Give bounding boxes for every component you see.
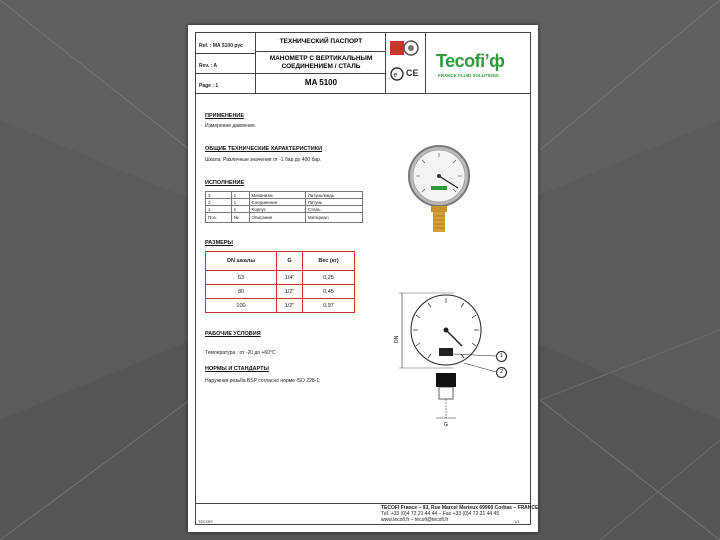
table-row: 3 1 Механизм Латунь/медь: [206, 192, 363, 199]
document-header: [196, 33, 530, 94]
footer-left-code: TECOFI: [198, 519, 213, 524]
gauge-photo: [404, 138, 474, 248]
header-title-cell: [256, 33, 386, 93]
table-header-row: DN шкалы G Вес (кг): [206, 252, 355, 271]
table-row: 63 1/4" 0,25: [206, 271, 355, 285]
tecofi-logo: Tecofi’ф: [436, 51, 505, 71]
product-title-line1: МАНОМЕТР С ВЕРТИКАЛЬНЫМ: [269, 55, 373, 62]
header-ref-cell: [196, 33, 256, 93]
application-text: Измерение давления.: [205, 123, 256, 129]
callout-2: 2: [496, 367, 507, 378]
general-text: Шкала: Различные значения от -1 бар до 400 бар.: [205, 157, 322, 163]
footer-address: TECOFI France – 93, Rue Marcel Merieux 69960 Corbas – FRANCE: [381, 505, 539, 511]
table-row: 2 1 Соединение Латунь: [206, 199, 363, 206]
work-conditions-heading: РАБОЧИЕ УСЛОВИЯ: [205, 331, 261, 337]
brand-tagline: FRANCE FLUID SOLUTIONS: [438, 73, 499, 78]
footer-web: www.tecofi.fr – tecofi@tecofi.fr: [381, 517, 449, 523]
technical-drawing: [394, 288, 514, 438]
certification-logo-icon: [390, 39, 420, 59]
rev-text: Rev. : A: [199, 63, 218, 69]
document-sheet: [188, 25, 538, 532]
table-row: 100 1/2" 0,97: [206, 299, 355, 313]
model-number: MA 5100: [304, 78, 338, 87]
sizes-table: [205, 251, 355, 313]
footer-contacts: Tél. +33 (0)4 72 21 44 44 – Fax +33 (0)4 72 21 44 45: [381, 511, 500, 517]
brand-cell: [426, 33, 530, 93]
product-title-line2: СОЕДИНЕНИЕМ / СТАЛЬ: [281, 63, 361, 70]
norms-text: Наружная резьба BSP согласно норме ISO 228-1.: [205, 378, 321, 384]
page-text: Page : 1: [199, 83, 219, 89]
g-dimension-label: G: [444, 422, 448, 428]
footer-rule: [196, 503, 530, 504]
ref-text: Ref. : MA 5100 рус: [199, 43, 243, 49]
sizes-heading: РАЗМЕРЫ: [205, 240, 233, 246]
table-row: 80 1/2" 0,45: [206, 285, 355, 299]
dn-dimension-label: DN: [394, 335, 400, 343]
doc-type-title: ТЕХНИЧЕСКИЙ ПАСПОРТ: [279, 38, 363, 45]
pressure-equipment-icon: [390, 67, 404, 86]
callout-1: 1: [496, 351, 507, 362]
ce-mark: CE: [406, 68, 419, 78]
application-heading: ПРИМЕНЕНИЕ: [205, 113, 245, 119]
certification-cell: [386, 33, 426, 93]
svg-text:e: e: [393, 72, 398, 79]
materials-table: [205, 191, 363, 223]
general-heading: ОБЩИЕ ТЕХНИЧЕСКИЕ ХАРАКТЕРИСТИКИ: [205, 146, 323, 152]
execution-heading: ИСПОЛНЕНИЕ: [205, 180, 245, 186]
work-conditions-text: Температура : от -20 до +60°C: [205, 350, 276, 356]
footer-page-count: 1/1: [514, 519, 520, 524]
document-frame: [195, 32, 539, 525]
table-row: 1 1 Корпус Сталь: [206, 206, 363, 213]
norms-heading: НОРМЫ И СТАНДАРТЫ: [205, 366, 269, 372]
table-header-row: Поз. № Описание Материал: [206, 213, 363, 223]
